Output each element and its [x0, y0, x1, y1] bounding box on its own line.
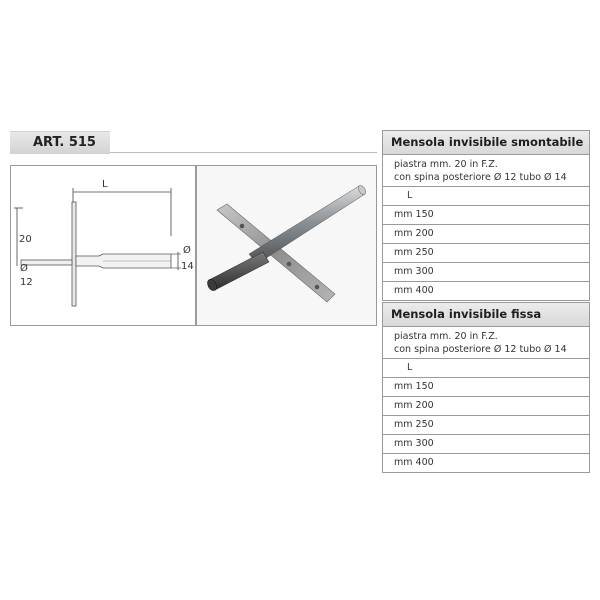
plate-hole-icon — [315, 285, 320, 290]
spec-table-fixed — [382, 302, 590, 473]
table-title: Mensola invisibile smontabile — [383, 131, 589, 155]
description-line: con spina posteriore Ø 12 tubo Ø 14 — [394, 344, 567, 355]
table-row: mm 150 — [383, 378, 589, 397]
table-row: mm 150 — [383, 206, 589, 225]
plate-shape — [72, 202, 76, 306]
product-photo-panel — [196, 165, 377, 326]
table-row: mm 300 — [383, 435, 589, 454]
plate-dim-label: 20 — [19, 234, 32, 245]
table-description — [383, 327, 589, 359]
table-title: Mensola invisibile fissa — [383, 303, 589, 327]
spec-table-removable — [382, 130, 590, 301]
table-row: mm 200 — [383, 225, 589, 244]
column-header: L — [383, 187, 589, 206]
table-description — [383, 155, 589, 187]
table-row: mm 400 — [394, 285, 434, 296]
technical-drawing — [11, 166, 195, 325]
technical-drawing-panel — [10, 165, 196, 326]
description-line: con spina posteriore Ø 12 tubo Ø 14 — [394, 172, 567, 183]
tube-diameter-symbol: Ø — [183, 245, 191, 256]
pin-diameter-label: 12 — [20, 277, 33, 288]
product-photo — [197, 166, 376, 325]
tube-image — [249, 186, 365, 264]
article-header — [10, 131, 110, 154]
table-row: mm 400 — [394, 457, 434, 468]
plate-hole-icon — [287, 262, 292, 267]
table-row: mm 250 — [383, 416, 589, 435]
plate-hole-icon — [240, 224, 245, 229]
table-row: mm 250 — [383, 244, 589, 263]
table-row: mm 300 — [383, 263, 589, 282]
rear-pin-shape — [21, 260, 72, 265]
description-line: piastra mm. 20 in F.Z. — [394, 331, 498, 342]
description-line: piastra mm. 20 in F.Z. — [394, 159, 498, 170]
length-label: L — [102, 179, 108, 190]
tube-diameter-label: 14 — [181, 261, 194, 272]
rear-pin-image — [209, 252, 269, 290]
pin-diameter-symbol: Ø — [20, 263, 28, 274]
column-header: L — [383, 359, 589, 378]
header-divider — [110, 152, 377, 153]
table-row: mm 200 — [383, 397, 589, 416]
article-code: ART. 515 — [33, 135, 96, 150]
